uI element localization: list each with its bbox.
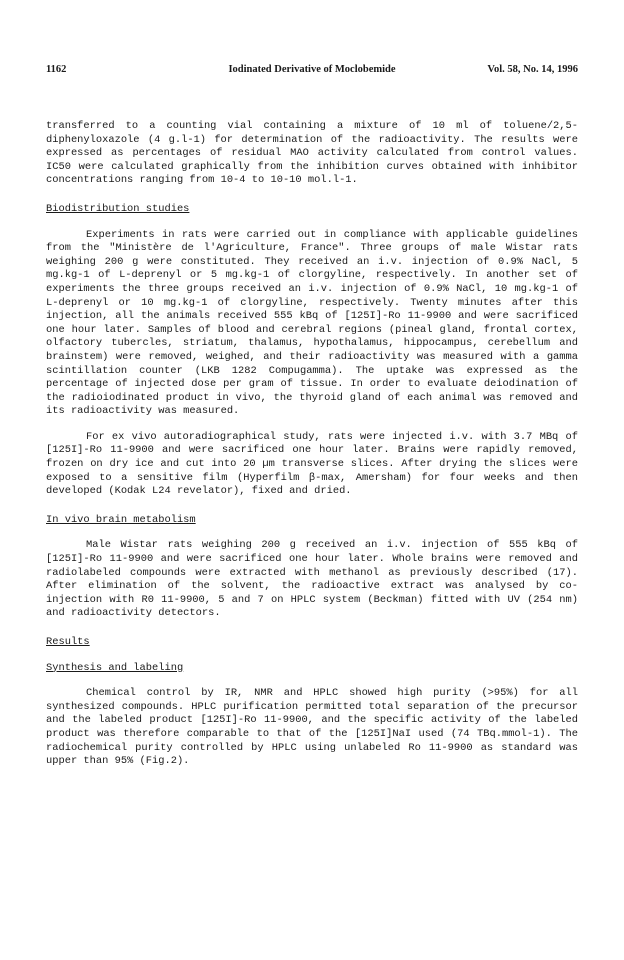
heading-synthesis: Synthesis and labeling <box>46 661 184 674</box>
paragraph-biodistribution-1: Experiments in rats were carried out in compliance with applicable guidelines from the "Ministère de l'Agriculture, France". Three groups of male Wistar rats weighing 200 g were constituted. They received an i.v. injection of 0.9% NaCl, 5 mg.kg-1 of L-deprenyl or 5 mg.kg-1 of clorgyline, respectively. In another set of experiments the three groups received an i.v. injection of 0.9% NaCl, 10 mg.kg-1 of L-deprenyl or 10 mg.kg-1 of clorgyline, respectively. Twenty minutes after this injection, all the animals received 555 kBq of [125I]-Ro 11-9900 and were sacrificed one hour later. Samples of blood and cerebral regions (pineal gland, frontal cortex, olfactory tubercles, striatum, thalamus, hypothalamus, hippocampus, cerebellum and brainstem) were removed, weighed, and their radioactivity was measured with a gamma scintillation counter (LKB 1282 Compugamma). The uptake was expressed as the percentage of injected dose per gram of tissue. In order to evaluate deiodination of the radioiodinated product in vivo, the thyroid gland of each animal was removed and its radioactivity was measured. <box>46 228 578 418</box>
page-header <box>46 64 578 78</box>
heading-biodistribution: Biodistribution studies <box>46 202 190 215</box>
paragraph-synthesis: Chemical control by IR, NMR and HPLC showed high purity (>95%) for all synthesized compounds. HPLC purification permitted total separation of the precursor and the labeled product [125I]-Ro 11-9900, and the specific activity of the labeled product was therefore comparable to that of the [125I]NaI used (74 TBq.mmol-1). The radiochemical purity controlled by HPLC using unlabeled Ro 11-9900 as standard was upper than 95% (Fig.2). <box>46 687 578 768</box>
heading-brain-metabolism: In vivo brain metabolism <box>46 513 196 526</box>
article-body <box>46 120 578 769</box>
page-number: 1162 <box>46 64 67 75</box>
paragraph-biodistribution-2: For ex vivo autoradiographical study, rats were injected i.v. with 3.7 MBq of [125I]-Ro 11-9900 and were sacrificed one hour later. Brains were rapidly removed, frozen on dry ice and cut into 20 µm transverse slices. After drying the slices were exposed to a sensitive film (Hyperfilm β-max, Amersham) for four weeks and then developed (Kodak L24 revelator), fixed and dried. <box>46 430 578 498</box>
running-title: Iodinated Derivative of Moclobemide <box>228 64 396 75</box>
paragraph-metabolism: Male Wistar rats weighing 200 g received an i.v. injection of 555 kBq of [125I]-Ro 11-9900 and were sacrificed one hour later. Whole brains were removed and radiolabeled compounds were extracted with methanol as previously described (17). After elimination of the solvent, the radioactive extract was analysed by co-injection with R0 11-9900, 5 and 7 on HPLC system (Beckman) fitted with UV (254 nm) and radioactivity detectors. <box>46 539 578 620</box>
heading-results: Results <box>46 636 90 648</box>
paragraph-intro: transferred to a counting vial containing a mixture of 10 ml of toluene/2,5-diphenyloxazole (4 g.l-1) for determination of the radioactivity. The results were expressed as percentages of residual MAO activity calculated from control values. IC50 were calculated graphically from the inhibition curves obtained with inhibitor concentrations ranging from 10-4 to 10-10 mol.l-1. <box>46 120 578 187</box>
volume-info: Vol. 58, No. 14, 1996 <box>487 64 578 75</box>
